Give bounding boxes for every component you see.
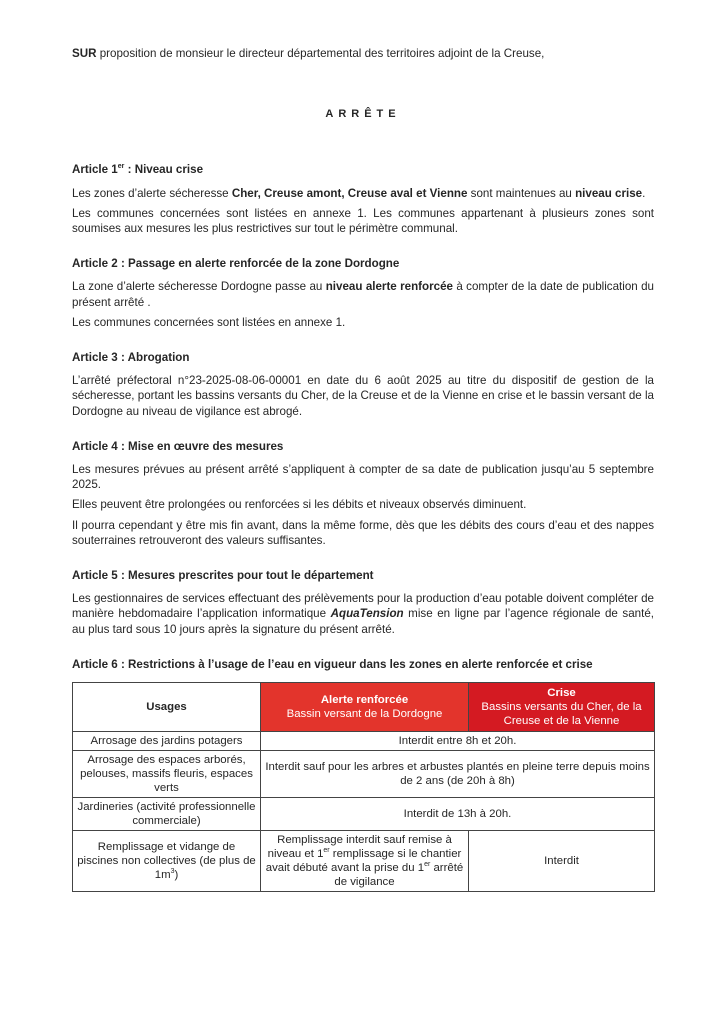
table-header-row: [73, 683, 655, 732]
alerte-restriction-cell: Remplissage interdit sauf remise à niveau et 1er remplissage si le chantier avait débuté avant la prise du 1er arrêté de vigilance: [261, 831, 469, 892]
crise-restriction-cell: Interdit: [469, 831, 655, 892]
article-4-title: Article 4 : Mise en œuvre des mesures: [72, 439, 284, 453]
table-row: [73, 798, 655, 831]
header-usages: Usages: [73, 683, 261, 732]
article-3-title: Article 3 : Abrogation: [72, 351, 190, 365]
article-4: [72, 439, 654, 548]
usage-cell: Jardineries (activité professionnelle commerciale): [73, 798, 261, 831]
article-4-paragraph-2: Elles peuvent être prolongées ou renforcées si les débits et niveaux observés diminuent.: [72, 498, 527, 512]
article-1-title: Article 1er : Niveau crise: [72, 163, 204, 177]
header-alerte-title: Alerte renforcée: [320, 694, 409, 707]
restriction-cell: Interdit de 13h à 20h.: [261, 798, 655, 831]
article-1: [72, 162, 654, 236]
document-page: [72, 46, 654, 892]
article-5-paragraph-1: Les gestionnaires de services effectuant des prélèvements pour la production d’eau potable doivent compléter de manière hebdomadaire l’application informatique AquaTension mise en ligne par l’agence régionale de santé, au plus tard sous 10 jours après la signature du présent arrêté.: [72, 592, 655, 636]
intro-paragraph: [72, 46, 654, 61]
article-2-paragraph-1: La zone d’alerte sécheresse Dordogne passe au niveau alerte renforcée à compter de la date de publication du présent arrêté .: [72, 280, 655, 309]
table-row: [73, 831, 655, 892]
article-1-paragraph-2: Les communes concernées sont listées en annexe 1. Les communes appartenant à plusieurs zones sont soumises aux mesures les plus restrictives sur tout le périmètre communal.: [72, 206, 654, 236]
usage-cell: Arrosage des jardins potagers: [73, 732, 261, 751]
header-crise-subtitle: Bassins versants du Cher, de la Creuse et de la Vienne: [481, 701, 642, 728]
article-6: [72, 657, 654, 892]
arrete-heading: ARRÊTE: [325, 108, 401, 121]
article-4-paragraph-1: Les mesures prévues au présent arrêté s’appliquent à compter de sa date de publication jusqu’au 5 septembre 2025.: [72, 463, 654, 492]
table-row: [73, 751, 655, 798]
article-1-paragraph-1: Les zones d’alerte sécheresse Cher, Creuse amont, Creuse aval et Vienne sont maintenues au niveau crise.: [72, 186, 646, 200]
restriction-cell: Interdit entre 8h et 20h.: [261, 732, 655, 751]
article-4-paragraph-3: Il pourra cependant y être mis fin avant, dans la même forme, dès que les débits des cours d’eau et des nappes souterraines retrouveront des valeurs suffisantes.: [72, 518, 654, 547]
article-3: [72, 350, 654, 419]
intro-text: proposition de monsieur le directeur départemental des territoires adjoint de la Creuse,: [96, 47, 545, 60]
header-crise-title: Crise: [547, 687, 576, 700]
header-alerte-renforcee: [261, 683, 469, 732]
restrictions-table: [72, 682, 655, 892]
article-5: [72, 568, 654, 637]
article-5-title: Article 5 : Mesures prescrites pour tout le département: [72, 569, 374, 583]
article-6-title: Article 6 : Restrictions à l’usage de l’eau en vigueur dans les zones en alerte renforcée et crise: [72, 657, 593, 671]
restriction-cell: Interdit sauf pour les arbres et arbustes plantés en pleine terre depuis moins de 2 ans (de 20h à 8h): [261, 751, 655, 798]
intro-bold: SUR: [72, 47, 97, 60]
usage-cell: Arrosage des espaces arborés, pelouses, massifs fleuris, espaces verts: [73, 751, 261, 798]
header-alerte-subtitle: Bassin versant de la Dordogne: [286, 708, 443, 721]
usage-cell: Remplissage et vidange de piscines non collectives (de plus de $1m^3$): [73, 831, 261, 892]
article-2: [72, 256, 654, 330]
header-crise: [469, 683, 655, 732]
article-2-title: Article 2 : Passage en alerte renforcée de la zone Dordogne: [72, 257, 400, 271]
article-3-paragraph-1: L’arrêté préfectoral n°23-2025-08-06-00001 en date du 6 août 2025 au titre du dispositif de gestion de la sécheresse, portant les bassins versants du Cher, de la Creuse et de la Vienne en crise et le bassin versant de la Dordogne au niveau de vigilance est abrogé.: [72, 374, 654, 418]
table-row: [73, 732, 655, 751]
article-2-paragraph-2: Les communes concernées sont listées en annexe 1.: [72, 315, 346, 329]
